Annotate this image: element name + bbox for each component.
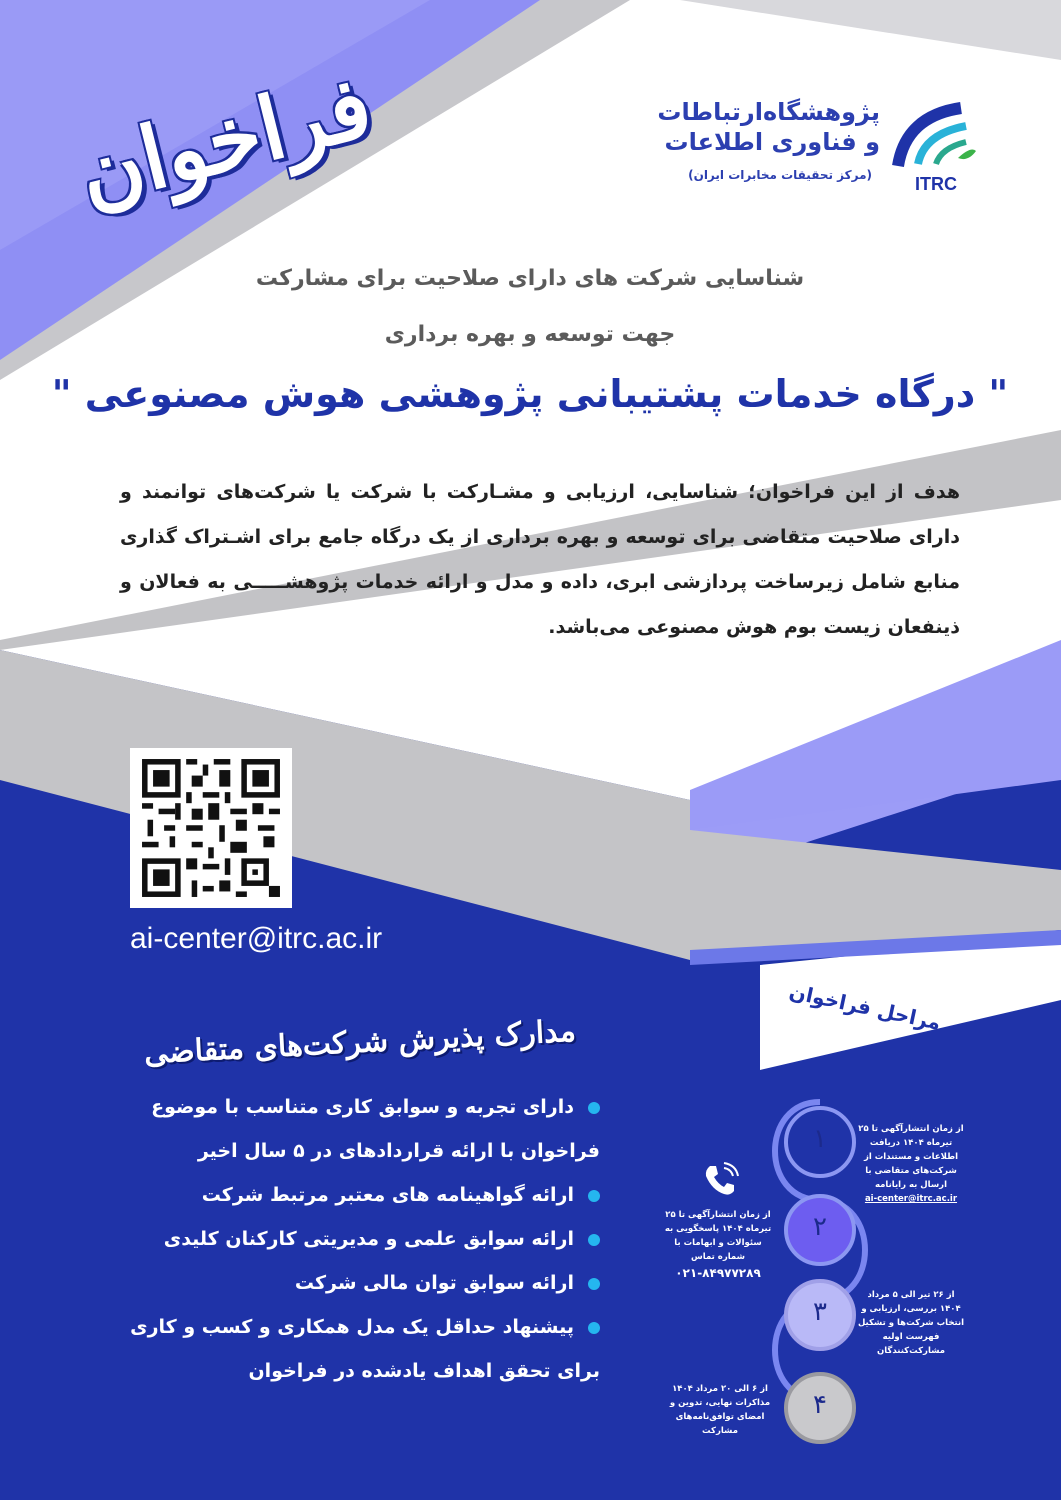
logo-line1: پژوهشگاه‌ارتباطات [657,98,880,126]
step-text-4: از ۶ الی ۲۰ مرداد ۱۴۰۴ مذاکرات نهایی، تدوین و امضای توافق‌نامه‌های مشارکت [669,1384,771,1436]
subtitle-line2: جهت توسعه و بهره برداری [384,322,676,347]
step-1-email[interactable]: ai-center@itrc.ac.ir [864,1194,958,1204]
bullet-icon [588,1234,600,1246]
step-text-1: از زمان انتشارآگهی تا ۲۵ تیرماه ۱۴۰۴ دریافت اطلاعات و مستندات از شرکت‌های متقاضی با ارسال به رایانامه ai-center@itrc.ac.ir [856,1122,966,1206]
main-title: " درگاه خدمات پشتیبانی پژوهشی هوش مصنوعی " [51,372,1009,416]
subtitle-line1: شناسایی شرکت های دارای صلاحیت برای مشارکت [255,266,805,291]
logo-mark: ITRC [915,174,957,194]
itrc-logo-icon [886,96,986,196]
stages-title: مراحل فراخوان [787,979,943,1035]
qr-code[interactable] [130,748,292,908]
step-text-2: از زمان انتشارآگهی تا ۲۵ تیرماه ۱۴۰۴ پاسخگویی به سئوالات و ابهامات با شماره تماس ۰۲۱-۸۴۹۷۷۲۸۹ [662,1208,774,1280]
requirement-item: پیشنهاد حداقل یک مدل همکاری و کسب و کاری برای تحقق اهداف یادشده در فراخوان [130,1316,600,1382]
logo-subtitle: (مرکز تحقیقات مخابرات ایران) [688,168,872,182]
step-text-3: از ۲۶ تیر الی ۵ مرداد ۱۴۰۴ بررسی، ارزیابی و انتخاب شرکت‌ها و تشکیل فهرست اولیه مشارکت‌کنندگان [857,1290,965,1356]
bullet-icon [588,1102,600,1114]
bullet-icon [588,1190,600,1202]
bullet-icon [588,1322,600,1334]
requirement-item: دارای تجربه و سوابق کاری متناسب با موضوع فراخوان با ارائه قراردادهای در ۵ سال اخیر [151,1096,600,1162]
requirement-item: ارائه سوابق علمی و مدیریتی کارکنان کلیدی [120,1217,600,1261]
step-number-3: ۳ [813,1297,827,1327]
step-number-2: ۲ [813,1212,827,1242]
bullet-icon [588,1278,600,1290]
requirement-item: ارائه گواهینامه های معتبر مرتبط شرکت [120,1173,600,1217]
logo-block [620,98,880,182]
phone-icon [700,1160,740,1200]
contact-email[interactable]: ai-center@itrc.ac.ir [130,922,383,955]
description-paragraph: هدف از این فراخوان؛ شناسایی، ارزیابی و مشـارکت با شرکت یا شرکت‌های توانمند و دارای صلاحیت متقاضی برای توسعه و بهره برداری از یک درگاه جامع برای اشـتراک گذاری منابع شامل زیرساخت پردازشی ابری، داده و مدل و ارائه خدمات پژوهشـــــی به فعالان و ذینفعان زیست بوم هوش مصنوعی می‌باشد. [120,481,960,638]
documents-heading: مدارک پذیرش شرکت‌های متقاضی [143,1013,577,1072]
logo-line2: و فناوری اطلاعات [664,128,880,156]
requirement-item: ارائه سوابق توان مالی شرکت [120,1261,600,1305]
step-number-4: ۴ [813,1390,827,1420]
requirements-list [120,1085,600,1393]
step-number-1: ۱ [813,1124,827,1154]
headline: فراخوان [68,55,382,226]
step-2-phone[interactable]: ۰۲۱-۸۴۹۷۷۲۸۹ [675,1266,761,1280]
